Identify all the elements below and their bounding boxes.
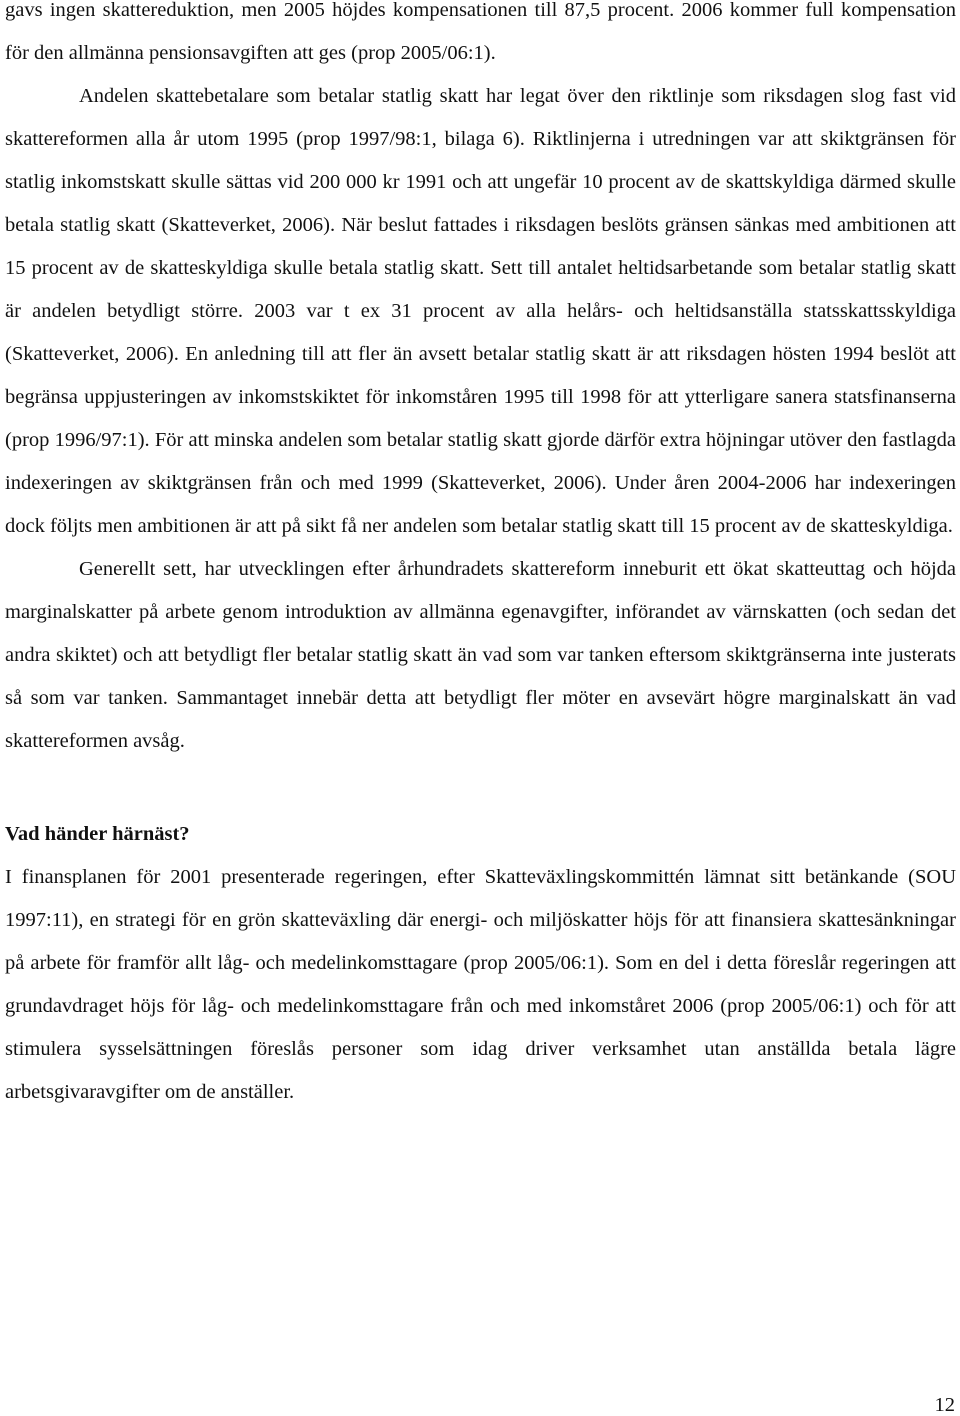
page-body [5, 0, 956, 1114]
section-heading: Vad händer härnäst? [5, 823, 190, 845]
page-number: 12 [934, 1394, 955, 1416]
paragraph-statlig-skatt: Andelen skattebetalare som betalar statlig skatt har legat över den riktlinje som riksdagen slog fast vid skattereformen alla år utom 1995 (prop 1997/98:1, bilaga 6). Riktlinjerna i utredningen var att skiktgränsen för statlig inkomstskatt skulle sättas vid 200 000 kr 1991 och att ungefär 10 procent av de skattskyldiga därmed skulle betala statlig skatt (Skatteverket, 2006). När beslut fattades i riksdagen beslöts gränsen sänkas med ambitionen att 15 procent av de skatteskyldiga skulle betala statlig skatt. Sett till antalet heltidsarbetande som betalar statlig skatt är andelen betydligt större. 2003 var t ex 31 procent av alla helårs- och heltidsanställa statsskattsskyldiga (Skatteverket, 2006). En anledning till att fler än avsett betalar statlig skatt är att riksdagen hösten 1994 beslöt att begränsa uppjusteringen av inkomstskiktet för inkomståren 1995 till 1998 för att ytterligare sanera statsfinanserna (prop 1996/97:1). För att minska andelen som betalar statlig skatt gjorde därför extra höjningar utöver den fastlagda indexeringen av skiktgränsen från och med 1999 (Skatteverket, 2006). Under åren 2004-2006 har indexeringen dock följts men ambitionen är att på sikt få ner andelen som betalar statlig skatt till 15 procent av de skatteskyldiga. [5, 85, 956, 537]
paragraph-finansplanen: I finansplanen för 2001 presenterade regeringen, efter Skatteväxlingskommittén lämnat sitt betänkande (SOU 1997:11), en strategi för en grön skatteväxling där energi- och miljöskatter höjs för att finansiera skattesänkningar på arbete för framför allt låg- och medelinkomsttagare (prop 2005/06:1). Som en del i detta föreslår regeringen att grundavdraget höjs för låg- och medelinkomsttagare från och med inkomståret 2006 (prop 2005/06:1) och för att stimulera sysselsättningen föreslås personer som idag driver verksamhet utan anställda betala lägre arbetsgivaravgifter om de anställer. [5, 866, 956, 1103]
paragraph-generellt: Generellt sett, har utvecklingen efter århundradets skattereform inneburit ett ökat skatteuttag och höjda marginalskatter på arbete genom introduktion av allmänna egenavgifter, införandet av värnskatten (och sedan det andra skiktet) och att betydligt fler betalar statlig skatt än vad som var tanken eftersom skiktgränserna inte justerats så som var tanken. Sammantaget innebär detta att betydligt fler möter en avsevärt högre marginalskatt än vad skattereformen avsåg. [5, 558, 956, 752]
paragraph-continuation: gavs ingen skattereduktion, men 2005 höjdes kompensationen till 87,5 procent. 2006 kommer full kompensation för den allmänna pensionsavgiften att ges (prop 2005/06:1). [5, 0, 956, 64]
